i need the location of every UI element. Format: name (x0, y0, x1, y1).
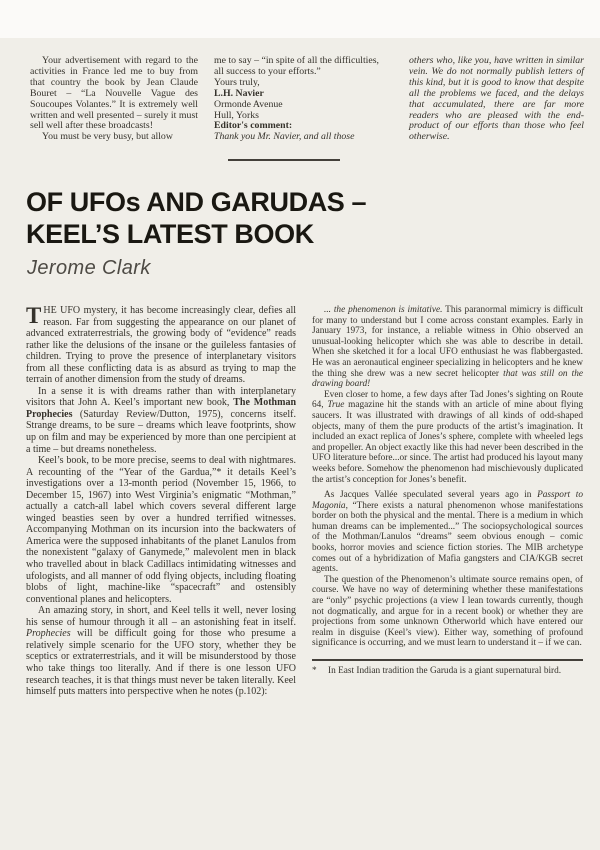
letter-paragraph: You must be very busy, but allow (42, 131, 173, 143)
section-divider-rule (228, 159, 340, 161)
paragraph-text: HE UFO mystery, it has become increasingly clear, defies all reason. Far from suggesting the appearance on our planet of advanced extraterrestrials, the growing body of “evidence” reads rather like the delusions of the insane or the guileless fantasies of children. Trying to prove the presence of interplanetary visitors from all these conflicting data is as absurd as trying to map the terrain of another dimension from the study of dreams. (26, 305, 296, 386)
editors-comment-continued: others who, like you, have written in similar vein. We do not normally publish letters of this kind, but it is good to know that despite all the problems we faced, and the delays that accumulated, there are far more readers who are pleased with the end-product of our efforts than those who feel otherwise. (409, 55, 584, 143)
body-paragraph: An amazing story, in short, and Keel tells it well, never losing his sense of humour through it all – an astonishing feat in itself. Prophecies will be difficult going for those who presume a relatively simple scenario for the UFO story, whether they be sceptics or extraterrestrials, and it will be misunderstood by those who take things too literally. And if there is one lesson UFO research teaches, it is that things must never be taken literally. Keel himself puts matters into perspective when he notes (p.102): (26, 605, 296, 698)
letter-paragraph: me to say – “in spite of all the difficulties, all success to your efforts.” (214, 55, 379, 77)
footnote-rule (312, 659, 583, 661)
headline-line: KEEL’S LATEST BOOK (26, 219, 314, 249)
body-paragraph: The question of the Phenomenon’s ultimate source remains open, of course. We have no way of determining whether these manifestations are “only” psychic projections (a view I lean towards currently, though not dogmatically, and argue for in a recent book) or whether they are projections from some unknown Otherworld which have entered our realm in disguise (Keel’s view). Either way, something of profound significance is occurring, and we must learn to understand it – if we can. (312, 574, 583, 649)
body-paragraph: In a sense it is with dreams rather than with interplanetary visitors that John A. Keel’s important new book, The Mothman Prophecies (Saturday Review/Dutton, 1975), concerns itself. Strange dreams, to be sure – dreams which leave footprints, show up on film and may be experienced by more than one percipient at a time – but dreams nonetheless. (26, 385, 296, 455)
editors-comment-label: Editor's comment: (214, 120, 293, 132)
page-top-margin (0, 0, 600, 38)
letter-paragraph: Your advertisement with regard to the activities in France led me to buy from that country the book by Jean Claude Bouret – “La Nouvelle Vague des Soucoupes Volantes.” It is extremely well written and well presented – surely it must sell well after these broadcasts! (30, 55, 198, 132)
footnote-marker: * (312, 666, 317, 676)
letter-author-address: Hull, Yorks (214, 109, 259, 121)
article-body (26, 305, 583, 698)
editors-comment-text: Thank you Mr. Navier, and all those (214, 131, 355, 143)
body-paragraph (26, 305, 296, 386)
letters-section (30, 56, 584, 143)
footnote-text: In East Indian tradition the Garuda is a giant supernatural bird. (328, 666, 562, 676)
body-paragraph: Even closer to home, a few days after Tad Jones’s sighting on Route 64, True magazine hit the stands with an article of mine about flying saucers. It was illustrated with drawings of all kinds of odd-shaped objects, many of them the pure products of the artist’s imagination. It included an exact replica of Jones’s sphere, complete with wheeled legs and propeller. An object exactly like this had never been described in the UFO literature before...or since. The artist had produced his layout many weeks before. Somehow the phenomenon had mischievously duplicated the artist’s conception for Jones’s benefit. (312, 389, 583, 485)
letter-author-address: Ormonde Avenue (214, 98, 283, 110)
article-headline (26, 186, 366, 250)
footnote (312, 666, 583, 677)
letter-author-name: L.H. Navier (214, 87, 264, 99)
article-right-column (312, 305, 583, 698)
article-left-column (26, 305, 296, 698)
letter-column-2 (214, 56, 379, 143)
body-paragraph: Keel’s book, to be more precise, seems to deal with nightmares. A recounting of the “Year of the Gardua,”* it details Keel’s investigations over a 13-month period (November 15, 1966, to December 15, 1967) into West Virginia’s enigmatic “Mothman,” actually a catch-all label which covers several different large winged beasties seen by over a hundred terrified witnesses. Accompanying Mothman on its incursion into the backwaters of America were the supposed inhabitants of the planet Lanulos from the nonexistent “galaxy of Ganymede,” malevolent men in black who travelled about in black Cadillacs intimidating witnesses and ufologists, and all manner of odd flying objects, including floating blobs of light, machine-like “spacecraft” and ostensibly conventional planes and helicopters. (26, 455, 296, 605)
letter-column-3 (409, 56, 584, 143)
body-paragraph: ... the phenomenon is imitative. This paranormal mimicry is difficult for many to understand but I come across constant examples. Early in January 1973, for instance, a reliable witness in Ohio observed an unusual-looking helicopter which she was able to describe in detail. When she sketched it for a local UFO enthusiast he was flabbergasted. He was an aeronautical engineer specializing in helicopters and he knew the thing she drew was a new secret helicopter that was still on the drawing board! (312, 305, 583, 390)
drop-cap: T (26, 303, 42, 328)
body-paragraph: As Jacques Vallée speculated several years ago in Passport to Magonia, “There exists a natural phenomenon whose manifestations border on both the physical and the mental. There is a medium in which human dreams can be implemented...” The sociopsychological sources of the Mothman/Lanulos “dreams” seem obvious enough – comic books, horror movies and science fiction stories. The MIB archetype comes out of a hybridization of Mafia gangsters and CIA/KGB secret agents. (312, 490, 583, 575)
article-byline: Jerome Clark (27, 257, 151, 279)
letter-signoff: Yours truly, (214, 76, 260, 88)
letter-column-1 (30, 56, 198, 143)
headline-line: OF UFOs AND GARUDAS – (26, 187, 367, 217)
